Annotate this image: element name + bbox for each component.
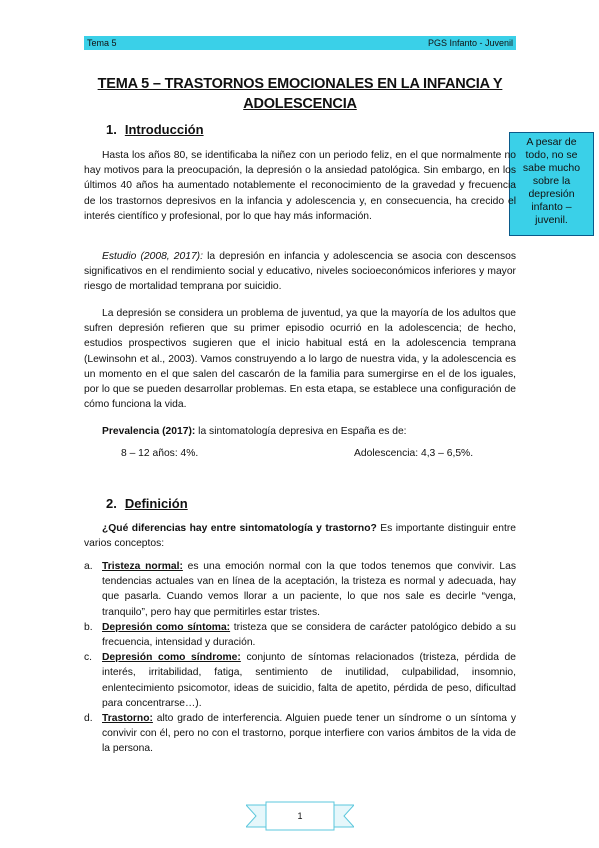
prevalence-children: 8 – 12 años: 4%. bbox=[121, 448, 199, 459]
page-header bbox=[84, 36, 516, 50]
section-heading-definicion bbox=[106, 496, 188, 511]
document-title: TEMA 5 – TRASTORNOS EMOCIONALES EN LA INFANCIA Y ADOLESCENCIA bbox=[97, 76, 503, 112]
item-term: Depresión como síndrome: bbox=[102, 652, 241, 664]
item-term: Trastorno: bbox=[102, 713, 153, 725]
prevalence-text: la sintomatología depresiva en España es de: bbox=[195, 426, 407, 437]
item-text: tristeza que se considera de carácter patológico debido a su frecuencia, intensidad y duración. bbox=[102, 621, 516, 649]
study-lead: Estudio (2008, 2017): bbox=[102, 251, 203, 262]
item-term: Depresión como síntoma: bbox=[102, 621, 231, 633]
definition-list bbox=[84, 559, 516, 757]
item-marker: b. bbox=[84, 621, 93, 633]
item-term: Tristeza normal: bbox=[102, 561, 183, 572]
item-text: es una emoción normal con la que todos tenemos que convivir. Las tendencias actuales van en línea de la aceptación, la tristeza es normal y adecuada, hay que pasarla. Cuando vemos llorar a un paciente, lo que nos sale es decirle “venga, tranquilo”, pero hay que permitirles estar tristes. bbox=[102, 561, 516, 618]
prevalence-lead: Prevalencia (2017): bbox=[102, 426, 196, 437]
paragraph-juventud: La depresión se considera un problema de juventud, ya que la mayoría de los adultos que sufren depresión refieren que su primer episodio ocurrió en la adolescencia; de hecho, estudios prospectivos sugieren que el inicio habitual está en la adolescencia temprana (Lewinsohn et al., 2003). Vamos construyendo a lo largo de nuestra vida, y la adolescencia es un momento en el que salen del cascarón de la familia para sumergirse en el de los iguales, por lo que se pueden desarrollar problemas. En esta etapa, se establece una configuración de cómo funciona la vida. bbox=[84, 308, 516, 411]
section-heading-introduccion bbox=[106, 122, 204, 137]
section-title: Definición bbox=[124, 496, 188, 511]
list-item bbox=[84, 620, 516, 650]
list-item bbox=[84, 650, 516, 711]
question-lead: ¿Qué diferencias hay entre sintomatología y trastorno? bbox=[102, 523, 377, 534]
study-text: la depresión en infancia y adolescencia se asocia con descensos significativos en el rendimiento social y educativo, niveles socioeconómicos inferiores y mayor riesgo de mortalidad temprana por suicidio. bbox=[84, 251, 516, 293]
paragraph-estudio bbox=[84, 249, 516, 295]
paragraph-prevalencia bbox=[84, 424, 516, 439]
margin-note: A pesar de todo, no se sabe mucho sobre la depresión infanto – juvenil. bbox=[509, 132, 594, 236]
paragraph-question bbox=[84, 521, 516, 551]
section-title: Introducción bbox=[124, 122, 204, 137]
item-text: conjunto de síntomas relacionados (tristeza, pérdida de interés, irritabilidad, fatiga, sentimiento de inutilidad, culpabilidad, insomnio, enlentecimiento psicomotor, ideas de suicidio, falta de apetito, pérdida de peso, dificultad para concentrarse…). bbox=[102, 652, 517, 709]
header-left: Tema 5 bbox=[87, 38, 117, 48]
section-number: 1. bbox=[106, 122, 117, 137]
item-marker: d. bbox=[84, 713, 93, 725]
prevalence-adolescents: Adolescencia: 4,3 – 6,5%. bbox=[354, 448, 474, 459]
page-number: 1 bbox=[297, 811, 303, 821]
list-item bbox=[84, 559, 516, 620]
header-right: PGS Infanto - Juvenil bbox=[427, 38, 513, 48]
section-number: 2. bbox=[106, 496, 117, 511]
item-marker: a. bbox=[84, 561, 93, 572]
question-text: Es importante distinguir entre varios conceptos: bbox=[84, 523, 516, 550]
item-marker: c. bbox=[84, 652, 93, 664]
paragraph-intro: Hasta los años 80, se identificaba la niñez con un periodo feliz, en el que normalmente no hay motivos para la preocupación, la depresión o la ansiedad patológica. Sin embargo, en los últimos 40 años ha aumentado notablemente el reconocimiento de la gravedad y frecuencia de los trastornos depresivos en la infancia y adolescencia y, en consecuencia, ha crecido el interés científico y profesional, por lo que hay más información. bbox=[84, 150, 516, 222]
item-text: alto grado de interferencia. Alguien puede tener un síndrome o un síntoma y convivir con él, pero no con el trastorno, porque interfiere con varios ámbitos de la vida de la persona. bbox=[102, 713, 516, 755]
list-item bbox=[84, 711, 516, 757]
